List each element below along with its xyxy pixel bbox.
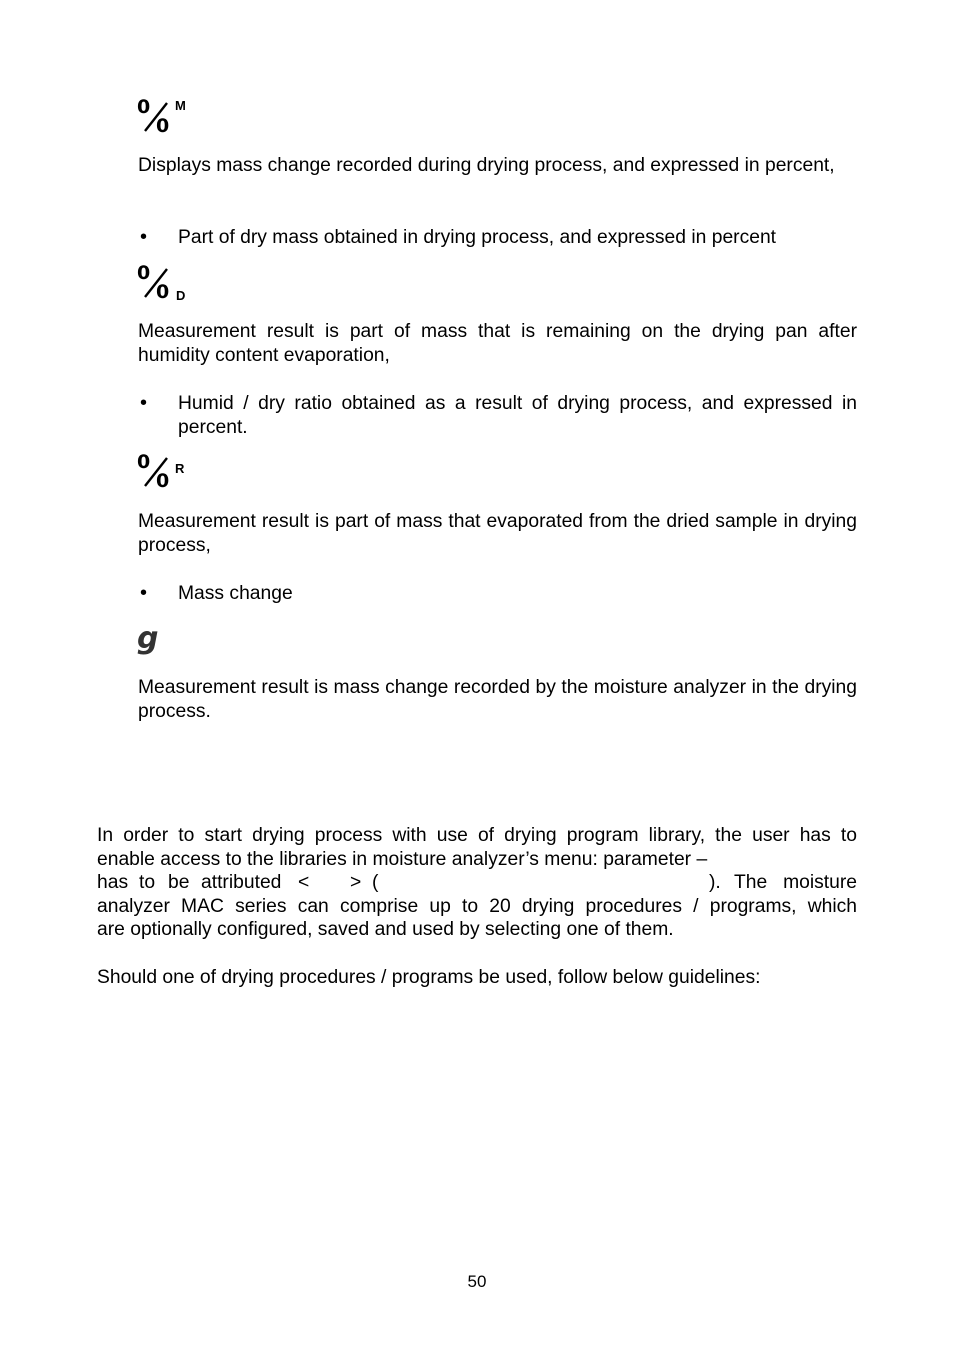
open-angle: < (298, 872, 310, 893)
word: moisture (783, 872, 857, 893)
percent-m-icon (137, 98, 197, 138)
percent-suffix: R (175, 461, 185, 476)
open-paren: ( (372, 872, 379, 893)
dry-mass-bullet: Part of dry mass obtained in drying process, and expressed in percent (178, 227, 777, 248)
percent-zero-top: 0 (137, 262, 151, 284)
word: to (139, 872, 156, 893)
percent-suffix: M (175, 98, 186, 113)
percent-zero-bottom: 0 (156, 470, 170, 492)
library-paragraph (97, 824, 857, 942)
bullet-dot: • (140, 582, 148, 604)
library-line-4-text: analyzer MAC series can comprise up to 20 drying procedures / programs, which (97, 895, 857, 917)
library-line-1-text: In order to start drying process with use of drying program library, the user has to (97, 825, 857, 846)
humid-dry-ratio-bullet: Humid / dry ratio obtained as a result of drying process, and expressed in percent. (178, 393, 857, 438)
word: attributed (201, 872, 282, 893)
bullet-dot: • (140, 392, 148, 414)
library-line-5: are optionally configured, saved and used by selecting one of them. (97, 919, 674, 940)
page-number: 50 (467, 1272, 487, 1291)
library-line-3 (97, 871, 857, 895)
humid-dry-ratio-text: Measurement result is part of mass that evaporated from the dried sample in drying process, (138, 511, 857, 556)
percent-r-icon (137, 453, 197, 493)
mass-change-text: Measurement result is mass change recorded by the moisture analyzer in the drying process. (138, 677, 857, 722)
guidelines-text: Should one of drying procedures / programs be used, follow below guidelines: (97, 967, 761, 988)
library-line-4 (97, 895, 857, 919)
bullet-dot: • (140, 226, 148, 248)
library-line-2: enable access to the libraries in moisture analyzer’s menu: parameter – (97, 848, 708, 870)
word: The (734, 872, 768, 893)
library-line-1 (97, 824, 857, 848)
word: has (97, 872, 129, 893)
close-paren: ). (709, 872, 721, 893)
percent-zero-top: 0 (137, 96, 151, 118)
percent-zero-top: 0 (137, 451, 151, 473)
dry-mass-text: Measurement result is part of mass that is remaining on the drying pan after humidity content evaporation, (138, 321, 857, 366)
percent-zero-bottom: 0 (156, 115, 170, 137)
gram-icon: g (137, 621, 159, 656)
mass-change-percent-text: Displays mass change recorded during drying process, and expressed in percent, (138, 155, 835, 176)
close-angle: > (350, 872, 362, 893)
mass-change-bullet: Mass change (178, 583, 293, 604)
word: be (168, 872, 190, 893)
percent-suffix: D (176, 288, 186, 303)
percent-d-icon (137, 264, 197, 304)
percent-zero-bottom: 0 (156, 281, 170, 303)
